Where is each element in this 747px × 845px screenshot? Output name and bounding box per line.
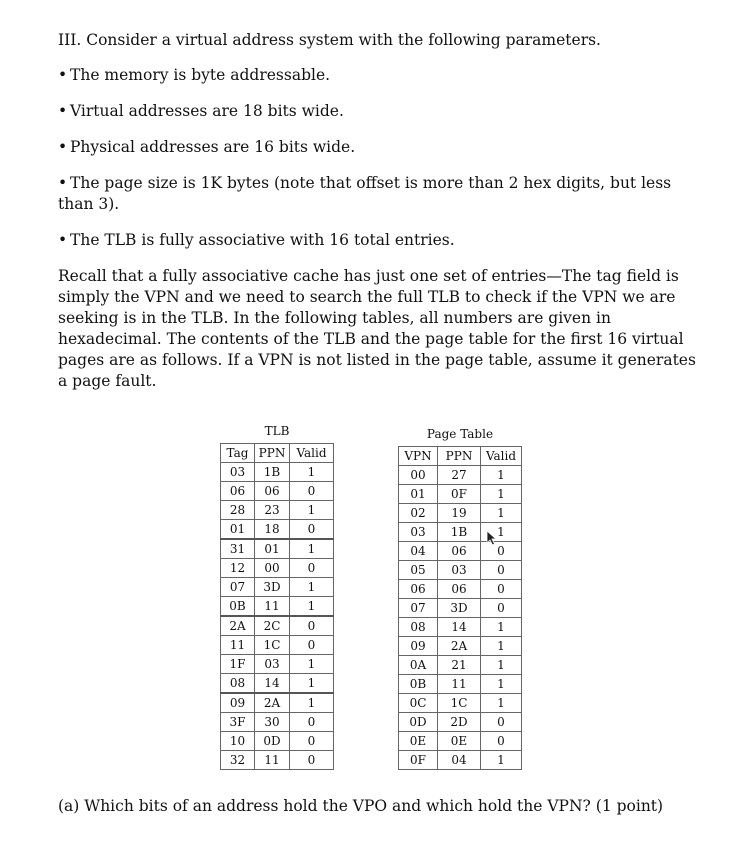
tlb-cell: 1	[290, 501, 334, 520]
tlb-cell: 1	[290, 693, 334, 713]
page-table-header-cell: Valid	[481, 447, 522, 466]
page-table-cell: 0F	[399, 751, 438, 770]
page-table-row	[399, 466, 522, 485]
page-table-cell: 1	[481, 618, 522, 637]
tlb-cell: 0	[290, 482, 334, 501]
tlb-cell: 30	[255, 713, 290, 732]
page-table-cell: 1	[481, 656, 522, 675]
page-table-header-row	[399, 447, 522, 466]
tlb-cell: 07	[221, 578, 255, 597]
tlb-cell: 01	[221, 520, 255, 540]
tlb-cell: 00	[255, 559, 290, 578]
page-table-cell: 06	[438, 580, 481, 599]
tlb-row	[221, 559, 334, 578]
page-table-cell: 05	[399, 561, 438, 580]
page-table-cell: 07	[399, 599, 438, 618]
tlb-row	[221, 655, 334, 674]
tlb-header-cell: Valid	[290, 444, 334, 463]
page-table-cell: 04	[399, 542, 438, 561]
tlb-cell: 0	[290, 713, 334, 732]
mouse-cursor-icon	[486, 530, 498, 546]
tlb-cell: 0	[290, 520, 334, 540]
page-table-cell: 00	[399, 466, 438, 485]
page-table-row	[399, 713, 522, 732]
tlb-row	[221, 636, 334, 655]
question-a: (a) Which bits of an address hold the VPO and which hold the VPN? (1 point)	[58, 797, 664, 815]
tlb-cell: 23	[255, 501, 290, 520]
page-table-cell: 0F	[438, 485, 481, 504]
problem-text	[58, 30, 708, 392]
tlb-cell: 1	[290, 539, 334, 559]
tlb-cell: 2A	[221, 616, 255, 636]
bullet-text: The TLB is fully associative with 16 total entries.	[70, 231, 455, 249]
tlb-cell: 1	[290, 597, 334, 617]
bullet-item	[58, 137, 708, 158]
page-table-cell: 2A	[438, 637, 481, 656]
tlb-row	[221, 732, 334, 751]
tlb-cell: 1B	[255, 463, 290, 482]
tlb-row	[221, 578, 334, 597]
bullet-text: Virtual addresses are 18 bits wide.	[70, 102, 344, 120]
page-table-cell: 21	[438, 656, 481, 675]
page-table-cell: 1	[481, 504, 522, 523]
tlb-cell: 2C	[255, 616, 290, 636]
tlb-header-cell: Tag	[221, 444, 255, 463]
page-table-cell: 0E	[399, 732, 438, 751]
bullet-text: The memory is byte addressable.	[70, 66, 331, 84]
page-table-cell: 06	[438, 542, 481, 561]
tlb-cell: 1C	[255, 636, 290, 655]
tlb-header-cell: PPN	[255, 444, 290, 463]
tlb-cell: 18	[255, 520, 290, 540]
tlb-cell: 11	[221, 636, 255, 655]
page-table-cell: 01	[399, 485, 438, 504]
bullet-item	[58, 65, 708, 86]
tlb-cell: 0	[290, 732, 334, 751]
page-table-cell: 0B	[399, 675, 438, 694]
tlb-cell: 0D	[255, 732, 290, 751]
page-table-cell: 11	[438, 675, 481, 694]
page-table-cell: 03	[399, 523, 438, 542]
page-table-cell: 0	[481, 732, 522, 751]
page-table-container	[398, 427, 522, 770]
tlb-row	[221, 597, 334, 617]
tlb-cell: 1	[290, 674, 334, 694]
bullet-item	[58, 101, 708, 122]
page-table-title: Page Table	[426, 427, 494, 441]
bullet-dot: •	[58, 102, 68, 120]
tlb-cell: 28	[221, 501, 255, 520]
page-table-row	[399, 618, 522, 637]
page-table-cell: 1B	[438, 523, 481, 542]
parameter-list	[58, 65, 708, 251]
tlb-cell: 01	[255, 539, 290, 559]
tlb-cell: 3F	[221, 713, 255, 732]
tlb-cell: 0	[290, 751, 334, 770]
page-table-cell: 0	[481, 599, 522, 618]
tlb-cell: 12	[221, 559, 255, 578]
page-table-header-cell: VPN	[399, 447, 438, 466]
tlb-table	[220, 443, 334, 770]
page-table	[398, 446, 522, 770]
tlb-cell: 0B	[221, 597, 255, 617]
page-table-cell: 1	[481, 751, 522, 770]
page-table-row	[399, 675, 522, 694]
page-table-cell: 04	[438, 751, 481, 770]
tlb-cell: 2A	[255, 693, 290, 713]
page-table-cell: 03	[438, 561, 481, 580]
tlb-row	[221, 539, 334, 559]
tlb-row	[221, 751, 334, 770]
tlb-cell: 1	[290, 655, 334, 674]
tlb-header-row	[221, 444, 334, 463]
page-table-cell: 0	[481, 713, 522, 732]
page-table-cell: 27	[438, 466, 481, 485]
page-table-cell: 1C	[438, 694, 481, 713]
page-table-cell: 0	[481, 542, 522, 561]
page-table-cell: 1	[481, 694, 522, 713]
tlb-title: TLB	[264, 424, 290, 438]
page-table-cell: 14	[438, 618, 481, 637]
page-table-row	[399, 637, 522, 656]
bullet-dot: •	[58, 174, 68, 192]
tlb-cell: 0	[290, 616, 334, 636]
page-table-cell: 0	[481, 561, 522, 580]
bullet-item	[58, 230, 708, 251]
page-table-cell: 0A	[399, 656, 438, 675]
page-table-cell: 1	[481, 675, 522, 694]
page-table-cell: 0E	[438, 732, 481, 751]
page-table-row	[399, 504, 522, 523]
tlb-row	[221, 463, 334, 482]
tlb-body	[221, 463, 334, 770]
bullet-item	[58, 173, 708, 215]
tlb-table-container	[220, 424, 334, 770]
tlb-row	[221, 616, 334, 636]
tlb-cell: 10	[221, 732, 255, 751]
tlb-cell: 0	[290, 559, 334, 578]
tlb-cell: 0	[290, 636, 334, 655]
page-table-cell: 02	[399, 504, 438, 523]
bullet-dot: •	[58, 138, 68, 156]
page-table-row	[399, 580, 522, 599]
page-table-row	[399, 561, 522, 580]
page-table-cell: 06	[399, 580, 438, 599]
tlb-cell: 1	[290, 463, 334, 482]
bullet-dot: •	[58, 66, 68, 84]
explanation-paragraph: Recall that a fully associative cache has just one set of entries—The tag field is simply the VPN and we need to search the full TLB to check if the VPN we are seeking is in the TLB. In the following tables, all numbers are given in hexadecimal. The contents of the TLB and the page table for the first 16 virtual pages are as follows. If a VPN is not listed in the page table, assume it generates a page fault.	[58, 267, 696, 390]
page-table-row	[399, 485, 522, 504]
page-table-row	[399, 732, 522, 751]
page-table-cell: 1	[481, 637, 522, 656]
tlb-cell: 1F	[221, 655, 255, 674]
page-table-row	[399, 751, 522, 770]
tlb-cell: 11	[255, 751, 290, 770]
tlb-cell: 09	[221, 693, 255, 713]
page-table-row	[399, 542, 522, 561]
page-table-row	[399, 694, 522, 713]
page-table-cell: 1	[481, 523, 522, 542]
tlb-row	[221, 693, 334, 713]
tlb-cell: 11	[255, 597, 290, 617]
tlb-row	[221, 482, 334, 501]
page-table-cell: 0C	[399, 694, 438, 713]
tlb-cell: 06	[221, 482, 255, 501]
problem-heading: III. Consider a virtual address system with the following parameters.	[58, 31, 601, 49]
page-table-cell: 3D	[438, 599, 481, 618]
page-table-cell: 1	[481, 485, 522, 504]
tlb-cell: 03	[221, 463, 255, 482]
tlb-cell: 31	[221, 539, 255, 559]
page-table-cell: 08	[399, 618, 438, 637]
bullet-dot: •	[58, 231, 68, 249]
tlb-cell: 03	[255, 655, 290, 674]
page-table-cell: 2D	[438, 713, 481, 732]
tlb-cell: 3D	[255, 578, 290, 597]
page-table-row	[399, 523, 522, 542]
bullet-text: The page size is 1K bytes (note that offset is more than 2 hex digits, but less than 3).	[58, 174, 672, 213]
tlb-cell: 32	[221, 751, 255, 770]
page-table-cell: 19	[438, 504, 481, 523]
bullet-text: Physical addresses are 16 bits wide.	[70, 138, 356, 156]
page-table-cell: 09	[399, 637, 438, 656]
tlb-cell: 14	[255, 674, 290, 694]
tlb-row	[221, 713, 334, 732]
page-table-row	[399, 656, 522, 675]
page-table-cell: 1	[481, 466, 522, 485]
page-table-header-cell: PPN	[438, 447, 481, 466]
tlb-row	[221, 501, 334, 520]
page-table-body	[399, 466, 522, 770]
tlb-row	[221, 520, 334, 540]
tlb-cell: 06	[255, 482, 290, 501]
tlb-cell: 08	[221, 674, 255, 694]
page-table-row	[399, 599, 522, 618]
tlb-row	[221, 674, 334, 694]
page-table-cell: 0	[481, 580, 522, 599]
page-table-cell: 0D	[399, 713, 438, 732]
tlb-cell: 1	[290, 578, 334, 597]
